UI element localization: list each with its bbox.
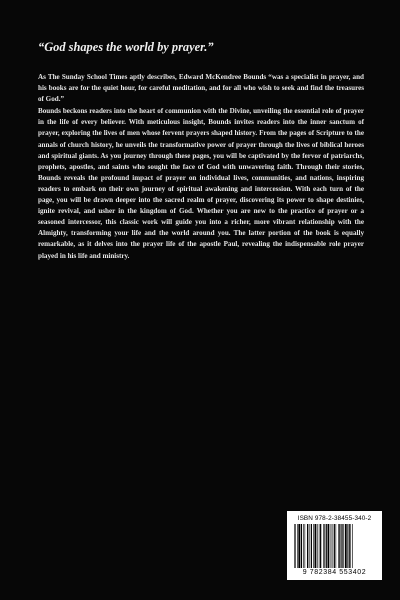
barcode-digits: 9 782384 553402 [302, 569, 367, 576]
blurb-paragraph-1: As The Sunday School Times aptly describes, Edward McKendree Bounds “was a specialist in prayer, and his books are for the quiet hour, for careful meditation, and for all who wish to seek and find the treasures of God.” [38, 73, 364, 104]
cover-quote: “God shapes the world by prayer.” [38, 40, 214, 54]
barcode-label [287, 511, 382, 580]
isbn-text: ISBN 978-2-38455-340-2 [297, 515, 372, 522]
blurb-paragraph-2: Bounds beckons readers into the heart of communion with the Divine, unveiling the essential role of prayer in the life of every believer. With meticulous insight, Bounds invites readers into the inner sanctum of prayer, exploring the lives of men whose fervent prayers shaped history. From the pages of Scripture to the annals of church history, he unveils the transformative power of prayer through the lives of biblical heroes and spiritual giants. As you journey through these pages, you will be captivated by the fervor of patriarchs, prophets, apostles, and saints who sought the face of God with unwavering faith. Through their stories, Bounds reveals the profound impact of prayer on individual lives, communities, and nations, inspiring readers to embark on their own journey of spiritual awakening and intercession. With each turn of the page, you will be drawn deeper into the sacred realm of prayer, discovering its power to shape destinies, ignite revival, and usher in the kingdom of God. Whether you are new to the practice of prayer or a seasoned intercessor, this classic work will guide you into a richer, more vibrant relationship with the Almighty, transforming your life and the world around you. The latter portion of the book is equally remarkable, as it delves into the prayer life of the apostle Paul, revealing the indispensable role prayer played in his life and ministry. [38, 107, 364, 260]
blurb-text [38, 72, 364, 263]
barcode-icon [294, 524, 375, 568]
